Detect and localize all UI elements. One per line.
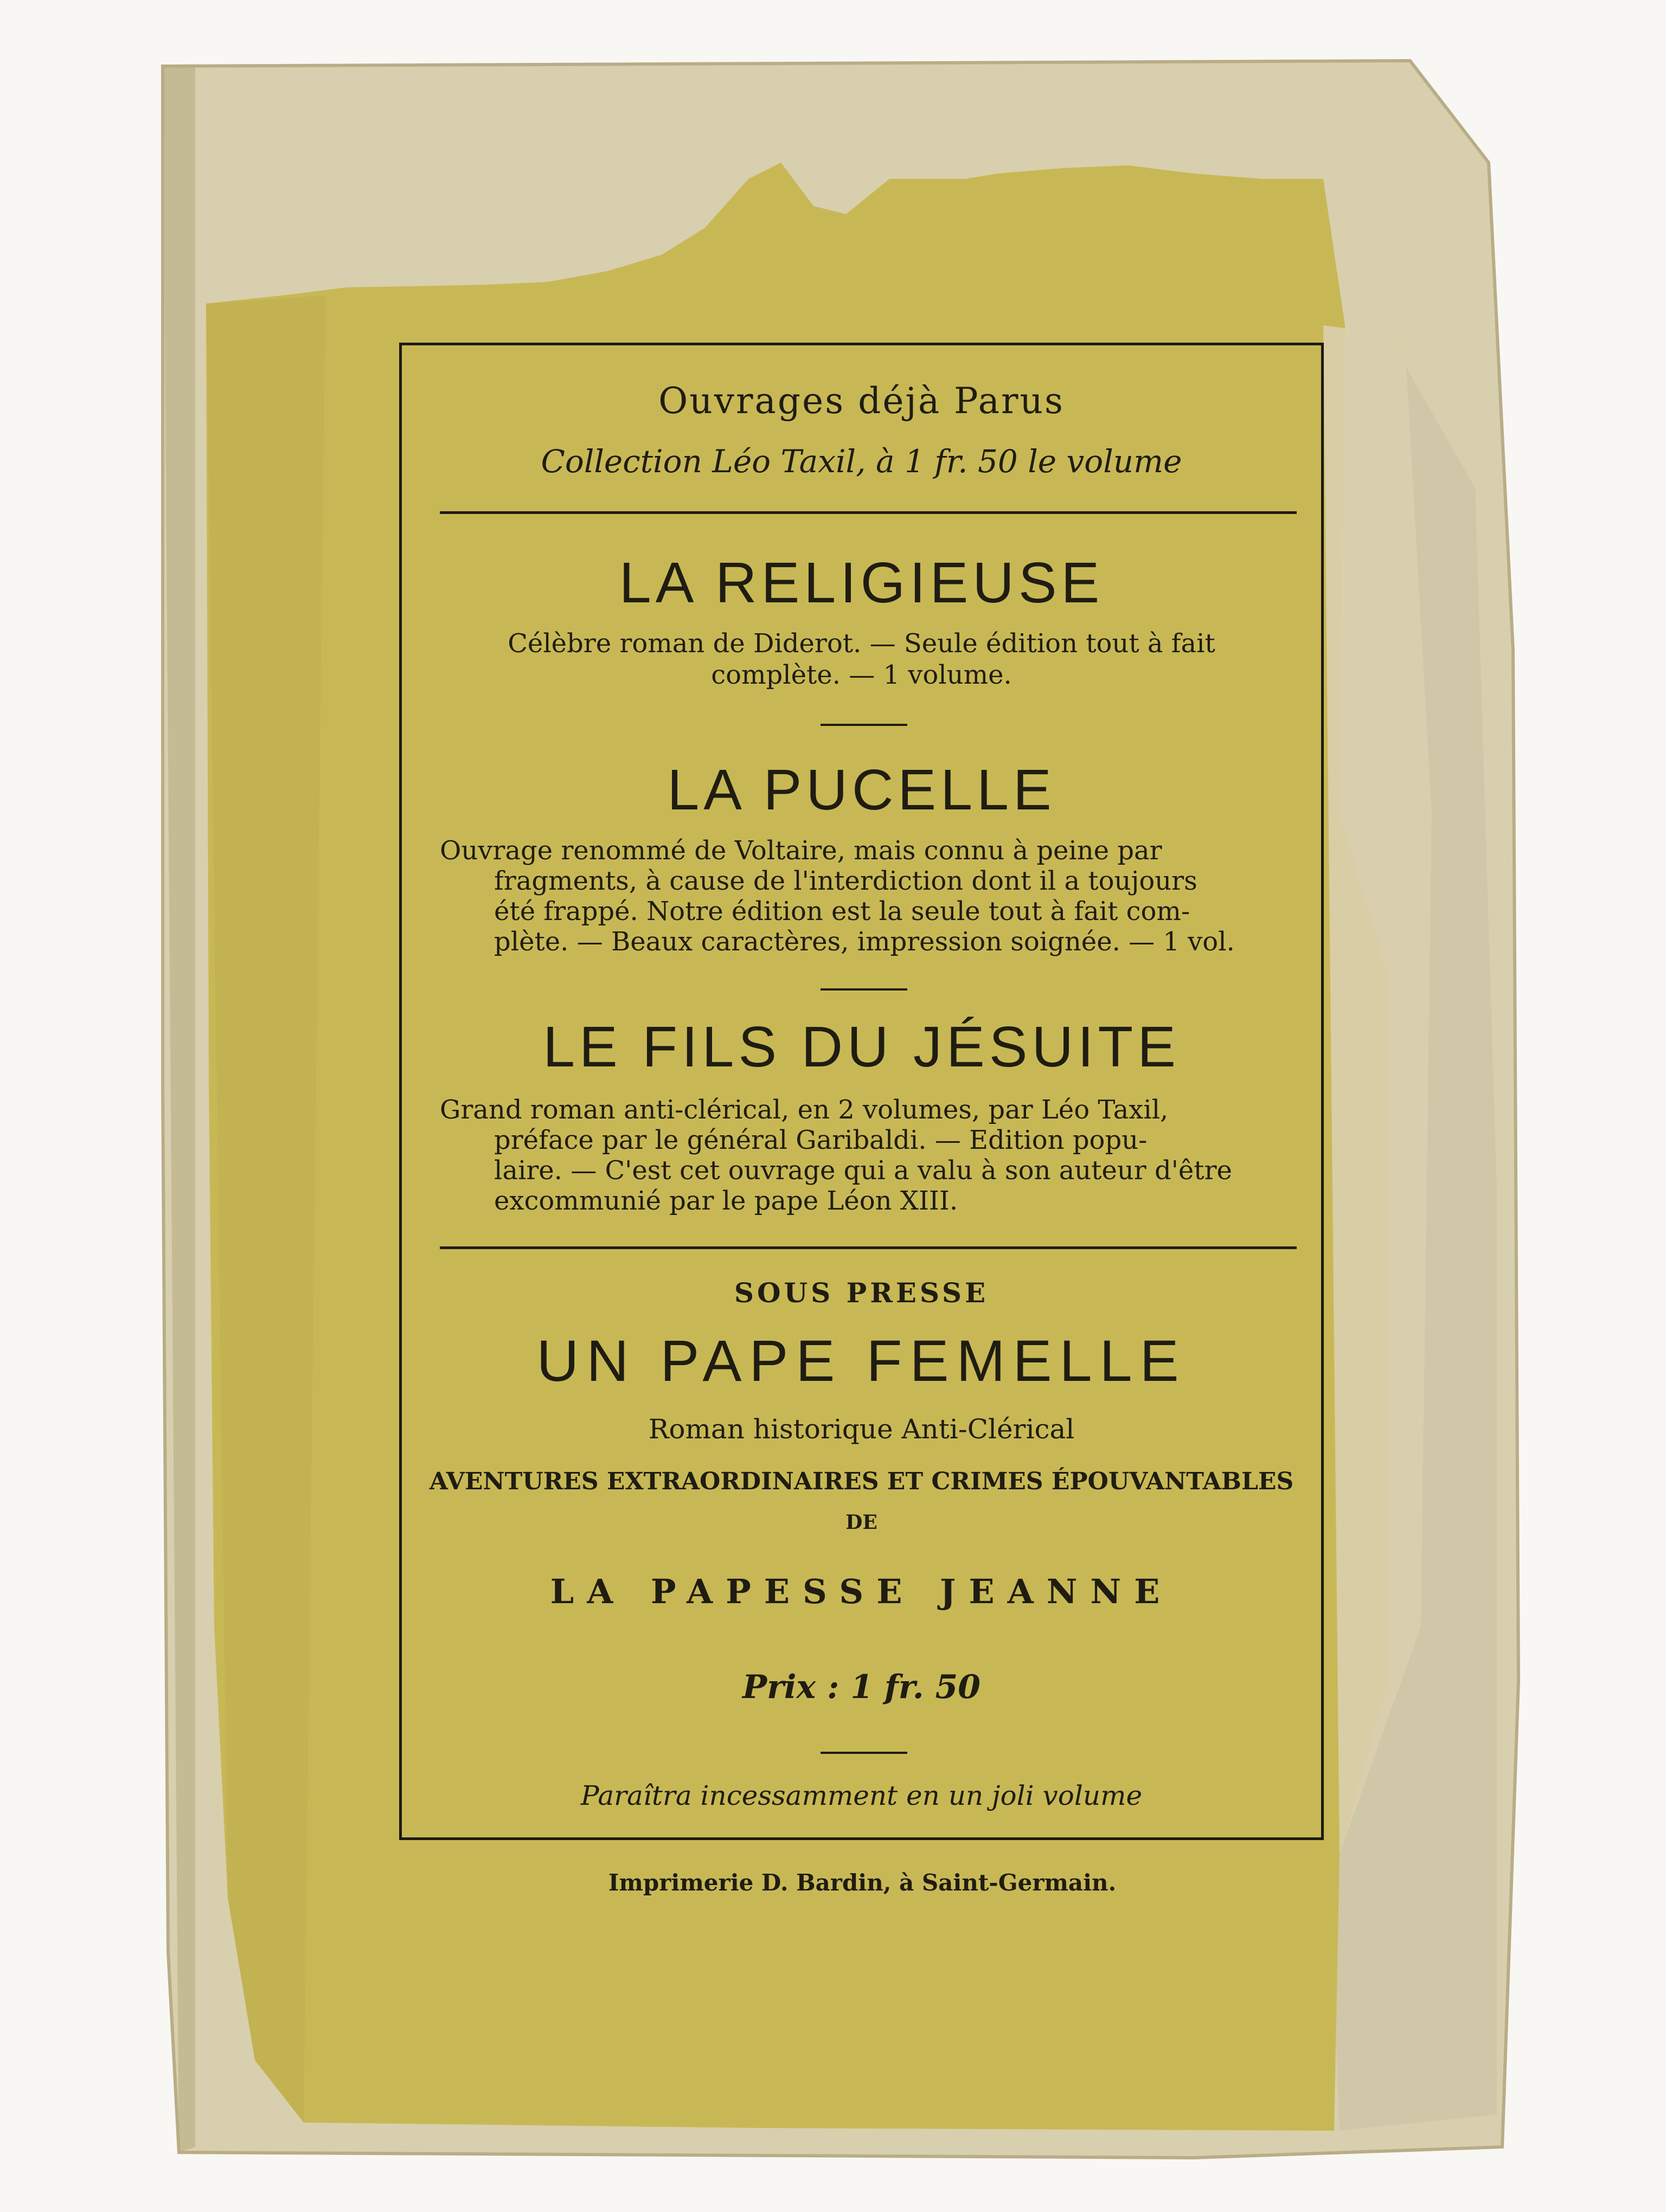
book-desc-line: excommunié par le pape Léon XIII.: [494, 1186, 958, 1216]
book-title-fils-du-jesuite: LE FILS DU JÉSUITE: [543, 1015, 1180, 1079]
forthcoming-de: DE: [845, 1511, 877, 1534]
advertisement-frame: [399, 343, 1324, 1840]
divider-rule: [440, 1246, 1297, 1249]
book-desc-line: Célèbre roman de Diderot. — Seule édition tout à fait: [508, 628, 1215, 659]
book-title-religieuse: LA RELIGIEUSE: [619, 551, 1104, 615]
forthcoming-subtitle: Roman historique Anti-Clérical: [648, 1413, 1075, 1445]
sous-presse-label: SOUS PRESSE: [734, 1277, 989, 1309]
book-desc-line: plète. — Beaux caractères, impression soignée. — 1 vol.: [494, 927, 1235, 957]
forthcoming-name: LA PAPESSE JEANNE: [550, 1572, 1173, 1611]
short-divider: [821, 724, 907, 726]
book-desc-line: complète. — 1 volume.: [711, 660, 1012, 690]
printer-imprint: Imprimerie D. Bardin, à Saint-Germain.: [608, 1869, 1117, 1896]
book-desc-line: Ouvrage renommé de Voltaire, mais connu à peine par: [440, 835, 1162, 866]
book-desc-line: été frappé. Notre édition est la seule tout à fait com-: [494, 896, 1190, 927]
header-title: Ouvrages déjà Parus: [658, 380, 1065, 422]
forthcoming-title: UN PAPE FEMELLE: [536, 1328, 1187, 1393]
short-divider: [821, 988, 907, 991]
forthcoming-price: Prix : 1 fr. 50: [742, 1668, 981, 1706]
forthcoming-caps-line: AVENTURES EXTRAORDINAIRES ET CRIMES ÉPOUVANTABLES: [429, 1468, 1294, 1495]
label-light-patch: [1323, 325, 1432, 1854]
book-desc-line: laire. — C'est cet ouvrage qui a valu à son auteur d'être: [494, 1155, 1232, 1186]
forthcoming-note: Paraîtra incessamment en un joli volume: [580, 1780, 1143, 1811]
book-title-pucelle: LA PUCELLE: [667, 758, 1056, 822]
header-subtitle: Collection Léo Taxil, à 1 fr. 50 le volume: [541, 443, 1182, 480]
short-divider: [821, 1752, 907, 1754]
book-desc-line: fragments, à cause de l'interdiction dont il a toujours: [494, 866, 1197, 896]
divider-rule: [440, 511, 1297, 514]
book-desc-line: préface par le général Garibaldi. — Edition popu-: [494, 1125, 1148, 1155]
book-desc-line: Grand roman anti-clérical, en 2 volumes, par Léo Taxil,: [440, 1095, 1169, 1125]
